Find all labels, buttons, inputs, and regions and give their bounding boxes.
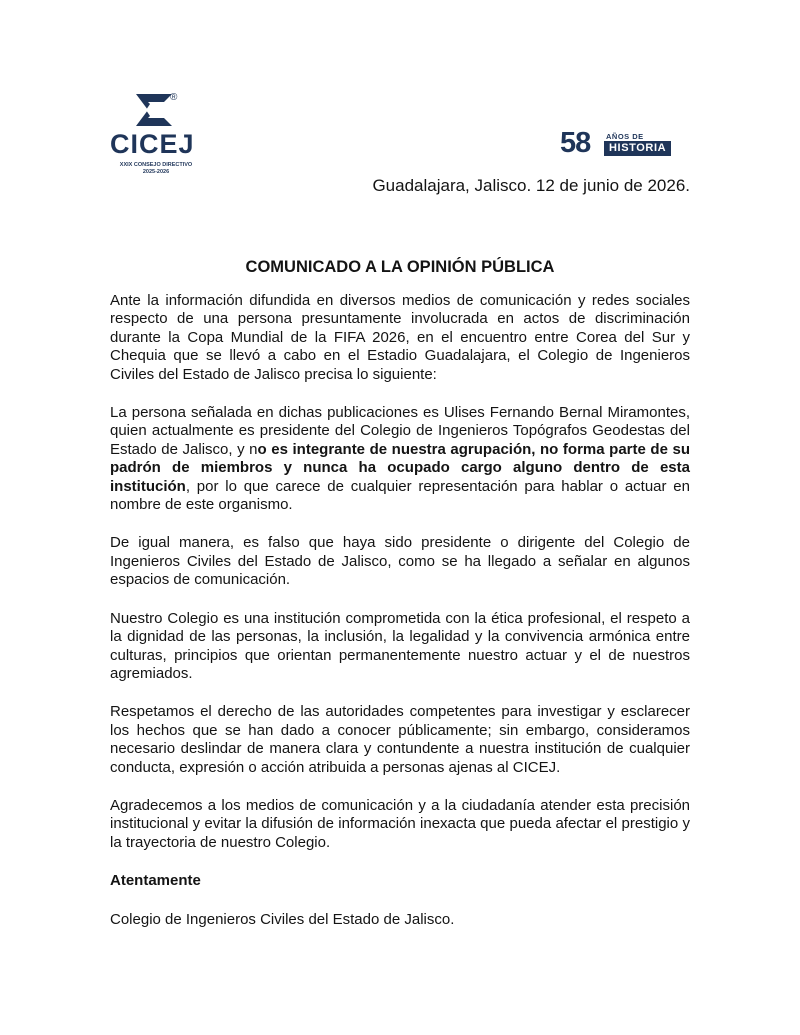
logo-subtitle	[110, 162, 202, 176]
anniversary-logo	[560, 128, 690, 158]
registered-mark: ®	[170, 92, 178, 103]
anniversary-box-text: HISTORIA	[604, 141, 671, 156]
document-title: COMUNICADO A LA OPINIÓN PÚBLICA	[245, 258, 555, 276]
paragraph-3: De igual manera, es falso que haya sido presidente o dirigente del Colegio de Ingenieros Civiles del Estado de Jalisco, como se ha llegado a señalar en algunos espacios de comunicación.	[110, 534, 690, 589]
paragraph-2-part-a: La persona señalada en dichas publicaciones es Ulises Fernando Bernal Miramontes, quien actualmente es presidente del Colegio de Ingenieros Topógrafos Geodestas del Estado de Jalisco, y n	[110, 404, 690, 458]
logo-wordmark: CICEJ	[110, 129, 195, 159]
paragraph-6: Agradecemos a los medios de comunicación y a la ciudadanía atender esta precisión institucional y evitar la difusión de información inexacta que pueda afectar el prestigio y la trayectoria de nuestro Colegio.	[110, 796, 690, 851]
anniversary-small-text: AÑOS DE	[606, 132, 644, 141]
signoff: Atentamente	[110, 872, 201, 890]
cicej-logo	[110, 92, 202, 188]
document-body	[110, 292, 690, 929]
paragraph-4: Nuestro Colegio es una institución comprometida con la ética profesional, el respeto a la dignidad de las personas, la inclusión, la legalidad y la convivencia armónica entre culturas, principios que orientan permanentemente nuestro actuar y el de nuestros agremiados.	[110, 609, 690, 682]
paragraph-2	[110, 404, 690, 514]
paragraph-5: Respetamos el derecho de las autoridades competentes para investigar y esclarecer los hechos que se han dado a conocer públicamente; sin embargo, consideramos necesario deslindar de manera clara y contundente a nuestra institución de cualquier conducta, expresión o acción atribuida a personas ajenas al CICEJ.	[110, 703, 690, 776]
anniversary-number: 58	[560, 127, 591, 159]
paragraph-1: Ante la información difundida en diversos medios de comunicación y redes sociales respecto de una persona presuntamente involucrada en actos de discriminación durante la Copa Mundial de la FIFA 2026, en el encuentro entre Corea del Sur y Chequia que se llevó a cabo en el Estadio Guadalajara, el Colegio de Ingenieros Civiles del Estado de Jalisco precisa lo siguiente:	[110, 292, 690, 383]
logo-subtitle-line1: XXIX CONSEJO DIRECTIVO	[119, 162, 193, 168]
document-date: Guadalajara, Jalisco. 12 de junio de 2026.	[372, 176, 690, 195]
logo-subtitle-line2: 2025-2026	[142, 169, 170, 175]
signature: Colegio de Ingenieros Civiles del Estado de Jalisco.	[110, 910, 455, 928]
paragraph-2-part-c: , por lo que carece de cualquier representación para hablar o actuar en nombre de este organismo.	[110, 477, 690, 514]
paragraph-2-bold: o es integrante de nuestra agrupación, no forma parte de su padrón de miembros y nunca ha ocupado cargo alguno dentro de esta institución	[110, 440, 690, 495]
